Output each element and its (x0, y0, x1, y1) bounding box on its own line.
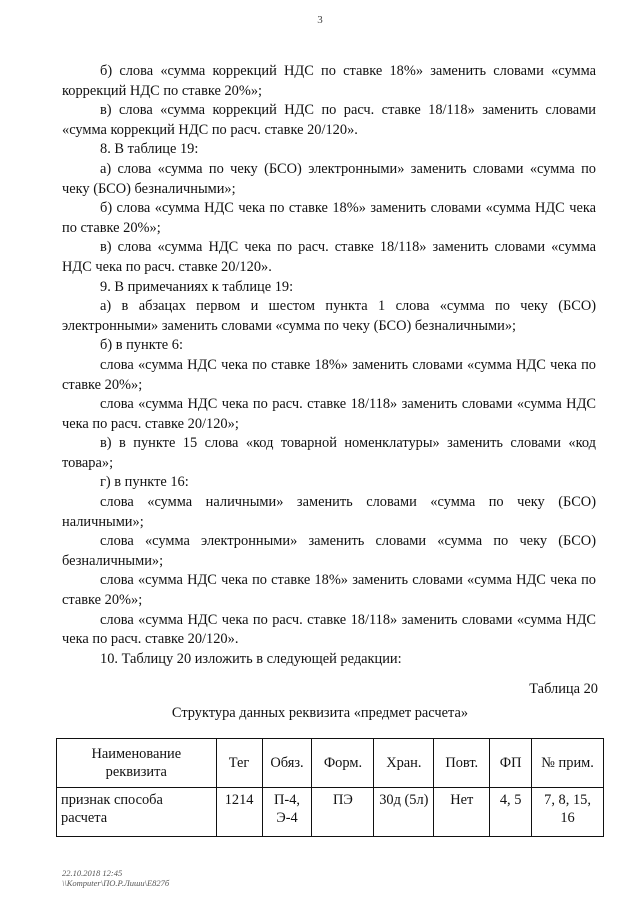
paragraph: в) слова «сумма НДС чека по расч. ставке 18/118» заменить словами «сумма НДС чека по расч. ставке 20/120». (62, 239, 596, 275)
column-header: Обяз. (262, 739, 312, 788)
paragraph: г) в пункте 16: (100, 474, 189, 491)
requisite-table (56, 738, 604, 837)
footer-timestamp: 22.10.2018 12:45 (62, 868, 123, 878)
paragraph: б) в пункте 6: (100, 337, 183, 354)
paragraph: слова «сумма наличными» заменить словами «сумма по чеку (БСО) наличными»; (62, 494, 596, 530)
table-title: Структура данных реквизита «предмет расчета» (171, 705, 469, 721)
table-cell: П-4, Э-4 (262, 788, 312, 837)
column-header: Хран. (374, 739, 434, 788)
paragraph: б) слова «сумма коррекций НДС по ставке 18%» заменить словами «сумма коррекций НДС по ставке 20%»; (62, 63, 596, 99)
column-header: Тег (216, 739, 262, 788)
column-header: ФП (490, 739, 532, 788)
column-header: Повт. (434, 739, 490, 788)
paragraph: а) в абзацах первом и шестом пункта 1 слова «сумма по чеку (БСО) электронными» заменить словами «сумма по чеку (БСО) безналичными»; (62, 298, 596, 334)
table-cell: признак способа расчета (57, 788, 217, 837)
paragraph: слова «сумма НДС чека по ставке 18%» заменить словами «сумма НДС чека по ставке 20%»; (62, 356, 596, 393)
table-cell: 4, 5 (490, 788, 532, 837)
paragraph: 8. В таблице 19: (100, 141, 199, 158)
paragraph: в) в пункте 15 слова «код товарной номенклатуры» заменить словами «код товара»; (62, 435, 596, 471)
paragraph: слова «сумма электронными» заменить словами «сумма по чеку (БСО) безналичными»; (62, 533, 596, 569)
table-label: Таблица 20 (529, 681, 598, 697)
table-cell: 1214 (216, 788, 262, 837)
table-header-row (57, 739, 604, 788)
paragraph: слова «сумма НДС чека по расч. ставке 18/118» заменить словами «сумма НДС чека по расч. ставке 20/120». (62, 611, 596, 648)
paragraph: 10. Таблицу 20 изложить в следующей редакции: (100, 650, 402, 667)
table-cell: Нет (434, 788, 490, 837)
column-header: Наименование реквизита (57, 739, 217, 788)
document-footer (62, 868, 169, 888)
table-cell: ПЭ (312, 788, 374, 837)
table-cell: 7, 8, 15, 16 (532, 788, 604, 837)
column-header: Форм. (312, 739, 374, 788)
paragraph: слова «сумма НДС чека по расч. ставке 18/118» заменить словами «сумма НДС чека по расч. ставке 20/120»; (62, 396, 596, 432)
page-number: 3 (317, 14, 323, 26)
table-cell: 30д (5л) (374, 788, 434, 837)
paragraph: 9. В примечаниях к таблице 19: (100, 278, 294, 295)
document-body (62, 62, 596, 669)
paragraph: б) слова «сумма НДС чека по ставке 18%» заменить словами «сумма НДС чека по ставке 20%»; (62, 200, 596, 236)
footer-path: \\Komputer\ПО.Р.Лиши\Е827б (62, 878, 170, 888)
paragraph: а) слова «сумма по чеку (БСО) электронными» заменить словами «сумма по чеку (БСО) безналичными»; (62, 160, 596, 197)
paragraph: слова «сумма НДС чека по ставке 18%» заменить словами «сумма НДС чека по ставке 20%»; (62, 572, 596, 609)
table-row (57, 788, 604, 837)
paragraph: в) слова «сумма коррекций НДС по расч. ставке 18/118» заменить словами «сумма коррекций НДС по расч. ставке 20/120». (62, 102, 596, 138)
column-header: № прим. (532, 739, 604, 788)
